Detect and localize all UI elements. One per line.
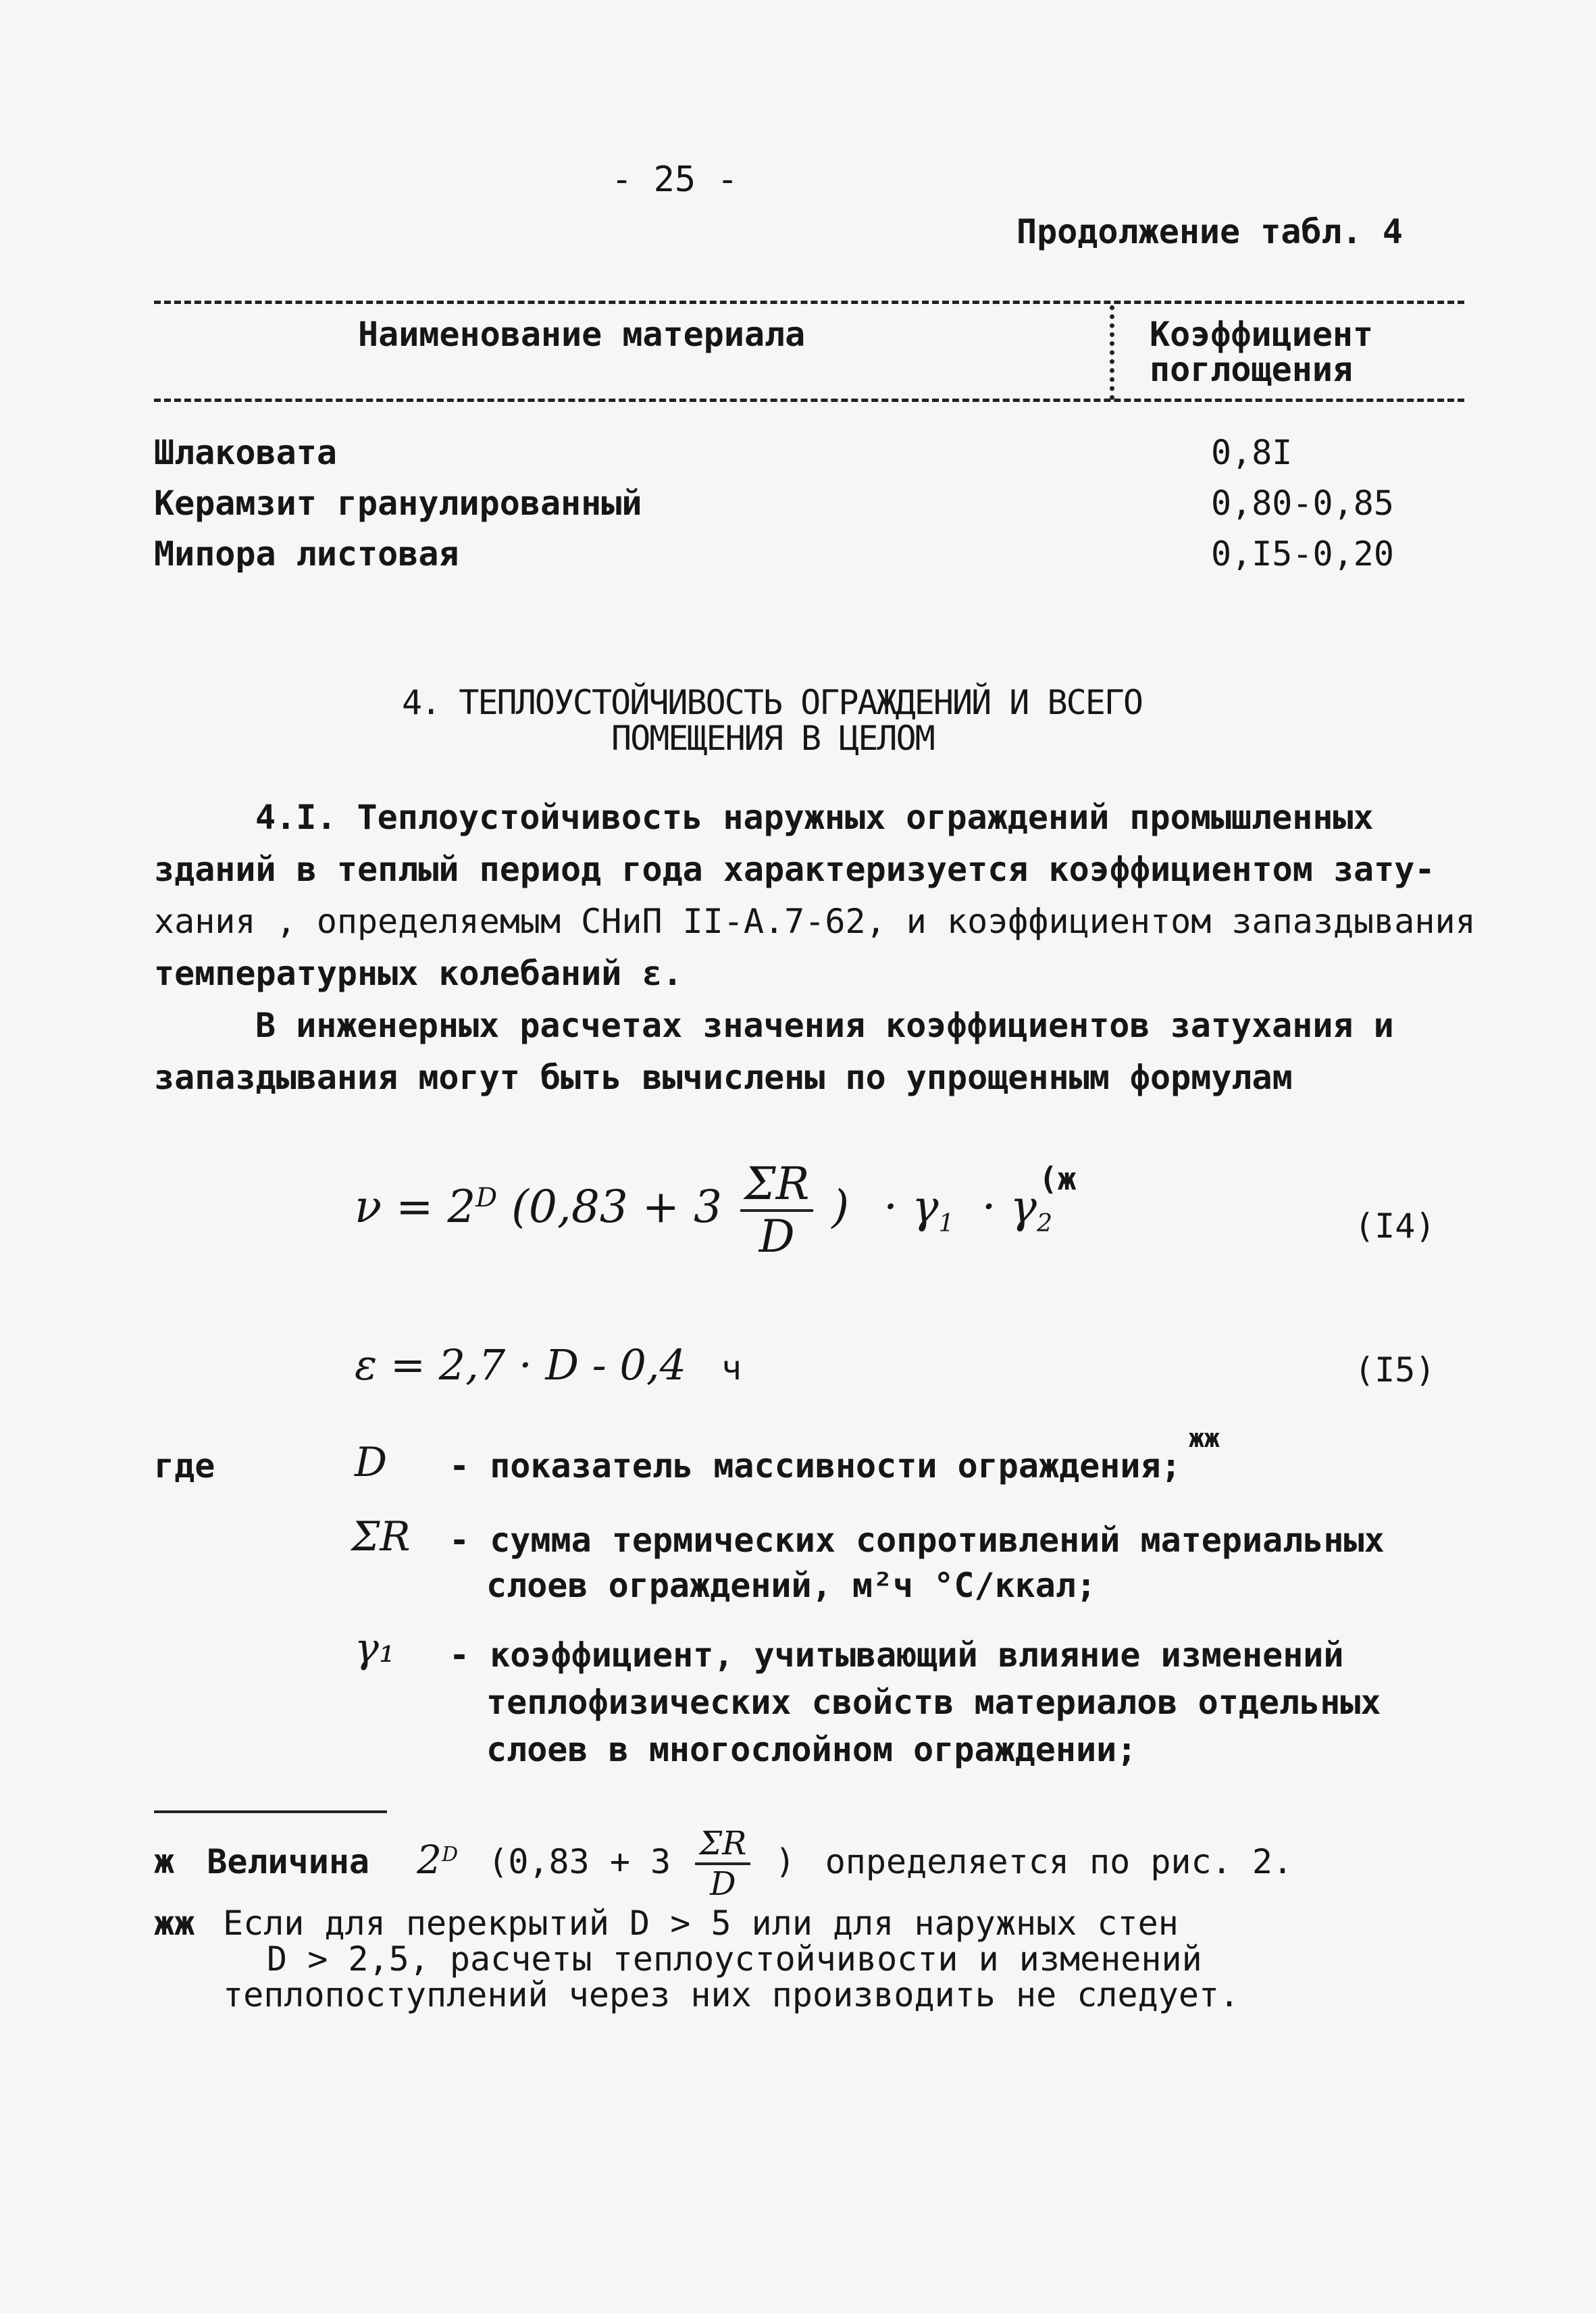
footnote1-text1: Величина [207, 1841, 370, 1881]
table-continuation-label: Продолжение табл. 4 [1016, 212, 1403, 251]
footnote2-line1: Если для перекрытий D > 5 или для наружных стен [223, 1904, 1179, 1943]
table-row-name: Шлаковата [154, 433, 337, 472]
footnote1-numerator: ΣR [695, 1827, 750, 1865]
paragraph2-line2: запаздывания могут быть вычислены по упрощенным формулам [154, 1058, 1293, 1097]
definition-gamma1-line3: слоев в многослойном ограждении; [486, 1730, 1137, 1769]
formula15-unit: ч [721, 1348, 742, 1388]
formula14-fraction [740, 1158, 813, 1263]
where-label: где [154, 1446, 215, 1485]
paragraph1-line1: 4.I. Теплоустойчивость наружных ограждений промышленных [255, 798, 1374, 837]
section-title-line1: 4. ТЕПЛОУСТОЙЧИВОСТЬ ОГРАЖДЕНИЙ И ВСЕГО [402, 683, 1142, 722]
formula14-open: (0,83 + 3 [511, 1181, 723, 1233]
section-title-line2: ПОМЕЩЕНИЯ В ЦЕЛОМ [611, 719, 934, 758]
footnote2-line3: теплопоступлений через них производить не следует. [223, 1975, 1240, 2014]
footnote1-text2: определяется по рис. 2. [825, 1841, 1293, 1881]
formula14-gamma2: · γ [981, 1181, 1037, 1233]
header-absorption: поглощения [1150, 350, 1354, 389]
header-separator [1110, 305, 1114, 400]
formula14-close: ) [831, 1181, 850, 1233]
formula14-gamma1: · γ [883, 1181, 939, 1233]
table-row-value: 0,80-0,85 [1211, 484, 1394, 523]
paragraph1-line2: зданий в теплый период года характеризуется коэффициентом зату- [154, 850, 1435, 889]
footnote2-line2: D > 2,5, расчеты теплоустойчивости и изменений [267, 1939, 1202, 1979]
table-row-value: 0,8I [1211, 433, 1293, 472]
formula14-gamma2-sub: 2 [1037, 1209, 1053, 1238]
formula-15: ε = 2,7 · D - 0,4 [355, 1340, 687, 1390]
definition-symbol-D: D [355, 1439, 388, 1486]
formula14-lhs: ν = 2 [355, 1181, 476, 1233]
footnote-rule [154, 1810, 387, 1813]
definition-D-text: - показатель массивности ограждения; [449, 1446, 1181, 1485]
paragraph1-line4: температурных колебаний ε. [154, 954, 683, 993]
formula14-number: (I4) [1354, 1206, 1436, 1246]
page-number: - 25 - [611, 159, 738, 200]
header-coefficient: Коэффициент [1150, 315, 1374, 354]
footnote1-mark: ж [154, 1841, 175, 1881]
table-row-name: Мипора листовая [154, 534, 459, 574]
footnote1-open: (0,83 + 3 [488, 1841, 671, 1881]
table-top-rule [154, 301, 1464, 304]
footnote1-fraction [695, 1825, 750, 1903]
formula14-numerator: ΣR [740, 1162, 813, 1212]
formula14-exponent: D [475, 1182, 498, 1213]
footnote1-exponent: D [442, 1842, 459, 1866]
footnote1-base: 2 [417, 1836, 442, 1883]
header-material: Наименование материала [358, 315, 806, 354]
table-row-value: 0,I5-0,20 [1211, 534, 1394, 574]
definition-gamma1-line1: - коэффициент, учитывающий влияние изменений [449, 1635, 1344, 1675]
definition-footnote-mark: жж [1189, 1423, 1220, 1453]
formula15-number: (I5) [1354, 1350, 1436, 1390]
formula14-gamma1-sub: 1 [938, 1209, 954, 1238]
paragraph2-line1: В инженерных расчетах значения коэффициентов затухания и [255, 1006, 1394, 1045]
footnote-1 [154, 1825, 1293, 1903]
definition-sumR-line2: слоев ограждений, м²ч °С/ккал; [486, 1566, 1097, 1605]
definition-symbol-gamma1: γ₁ [355, 1625, 395, 1672]
footnote1-denominator: D [710, 1865, 736, 1903]
definition-symbol-sumR: ΣR [351, 1513, 411, 1560]
paragraph1-line3: хания , определяемым СНиП II-А.7-62, и коэффициентом запаздывания [154, 902, 1476, 941]
footnote1-close: ) [775, 1841, 796, 1881]
definition-sumR-line1: - сумма термических сопротивлений материальных [449, 1521, 1385, 1560]
formula14-denominator: D [758, 1211, 795, 1263]
formula-14 [355, 1158, 1053, 1263]
table-header-rule [154, 399, 1464, 402]
table-row-name: Керамзит гранулированный [154, 484, 642, 523]
footnote2-mark: жж [154, 1904, 195, 1943]
formula14-footnote-mark: (ж [1039, 1161, 1077, 1197]
definition-gamma1-line2: теплофизических свойств материалов отдельных [486, 1683, 1381, 1722]
